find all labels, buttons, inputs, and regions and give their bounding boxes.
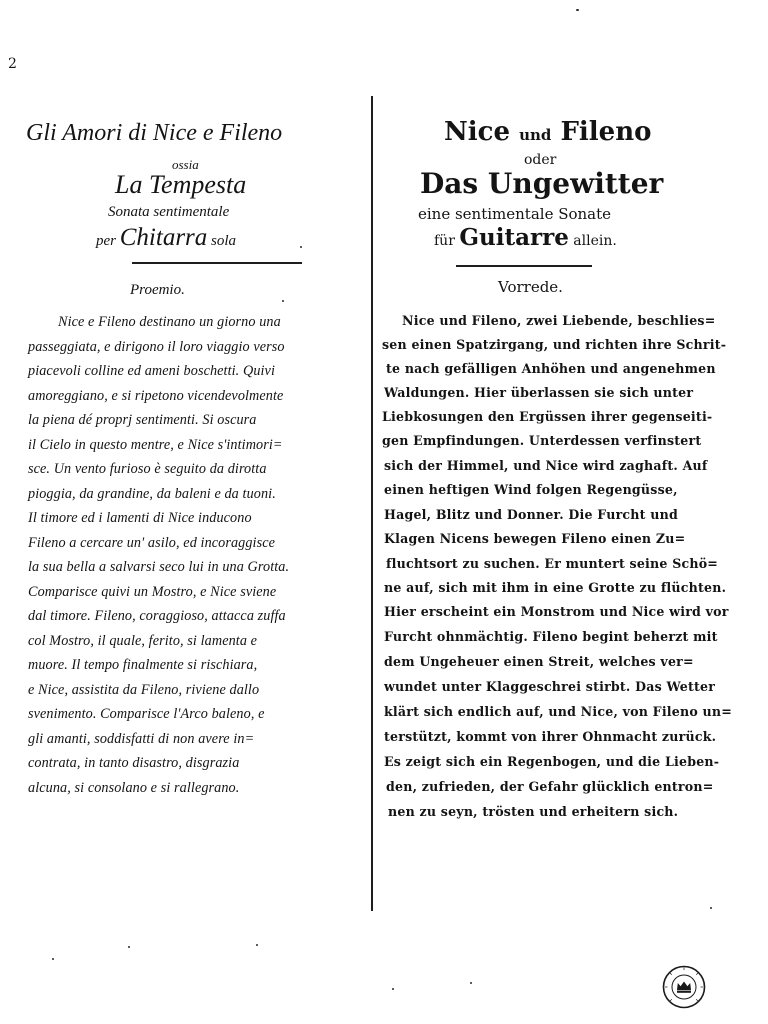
- german-sonata-line: eine sentimentale Sonate: [418, 205, 612, 223]
- german-line: gen Empfindungen. Unterdessen verfinstert: [382, 433, 702, 448]
- german-line: Hagel, Blitz und Donner. Die Furcht und: [384, 507, 678, 522]
- german-title-nice: Nice: [444, 117, 511, 147]
- german-line: te nach gefälligen Anhöhen und angenehmen: [386, 361, 716, 376]
- german-line: sich der Himmel, und Nice wird zaghaft. Auf: [384, 458, 708, 473]
- german-line: sen einen Spatzirgang, und richten ihre Schrit-: [382, 337, 727, 352]
- italian-line: passeggiata, e dirigono il loro viaggio verso: [28, 339, 285, 355]
- paper-speck: [128, 946, 130, 948]
- italian-line: sce. Un vento furioso è seguito da dirotta: [28, 461, 267, 477]
- german-line: klärt sich endlich auf, und Nice, von Fileno un=: [384, 704, 733, 719]
- italian-title-rule: [132, 262, 302, 264]
- german-line: dem Ungeheuer einen Streit, welches ver=: [384, 654, 694, 669]
- italian-line: la piena dé proprj sentimenti. Si oscura: [28, 412, 257, 428]
- german-heading: Vorrede.: [498, 278, 563, 296]
- italian-line: il Cielo in questo mentre, e Nice s'intimori=: [28, 437, 283, 453]
- italian-line: gli amanti, soddisfatti di non avere in=: [28, 731, 255, 747]
- paper-speck: [256, 944, 258, 946]
- german-line: Waldungen. Hier überlassen sie sich unter: [384, 385, 694, 400]
- german-line: einen heftigen Wind folgen Regengüsse,: [384, 482, 678, 497]
- german-line: Liebkosungen den Ergüssen ihrer gegenseiti-: [382, 409, 713, 424]
- italian-line: piacevoli colline ed ameni boschetti. Quivi: [28, 363, 275, 379]
- german-line: Nice und Fileno, zwei Liebende, beschlies=: [402, 313, 716, 328]
- italian-instrument: Chitarra: [119, 224, 208, 251]
- german-title-und: und: [519, 126, 552, 144]
- german-title-fileno: Fileno: [560, 117, 652, 147]
- german-line: nen zu seyn, trösten und erheitern sich.: [388, 804, 679, 819]
- german-instrument-line: [434, 224, 617, 251]
- paper-speck: [392, 988, 394, 990]
- italian-sola: sola: [211, 233, 237, 249]
- paper-speck: [52, 958, 54, 960]
- italian-line: la sua bella a salvarsi seco lui in una Grotta.: [28, 559, 290, 575]
- italian-subtitle: La Tempesta: [115, 170, 247, 199]
- german-line: Klagen Nicens bewegen Fileno einen Zu=: [384, 531, 686, 546]
- german-line: Hier erscheint ein Monstrom und Nice wird vor: [384, 604, 729, 619]
- paper-speck: [710, 907, 712, 909]
- italian-line: dal timore. Fileno, coraggioso, attacca zuffa: [28, 608, 286, 624]
- paper-speck: [576, 9, 579, 11]
- italian-line: alcuna, si consolano e si rallegrano.: [28, 780, 240, 796]
- italian-line: pioggia, da grandine, da baleni e da tuoni.: [28, 486, 276, 502]
- german-instrument: Guitarre: [459, 224, 569, 251]
- italian-line: contrata, in tanto disastro, disgrazia: [28, 755, 240, 771]
- italian-line: Nice e Fileno destinano un giorno una: [58, 314, 281, 330]
- german-line: ne auf, sich mit ihm in eine Grotte zu flüchten.: [384, 580, 727, 595]
- german-title: [444, 117, 651, 147]
- german-line: wundet unter Klaggeschrei stirbt. Das Wetter: [384, 679, 716, 694]
- italian-ossia: ossia: [172, 157, 199, 172]
- german-oder: oder: [524, 152, 557, 168]
- italian-line: Comparisce quivi un Mostro, e Nice sviene: [28, 584, 277, 600]
- german-line: Furcht ohnmächtig. Fileno begint beherzt mit: [384, 629, 718, 644]
- italian-line: svenimento. Comparisce l'Arco baleno, e: [28, 706, 265, 722]
- italian-per: per: [96, 233, 116, 249]
- crown-seal-icon: [662, 965, 706, 1009]
- italian-heading: Proemio.: [130, 282, 185, 298]
- italian-line: amoreggiano, e si ripetono vicendevolmente: [28, 388, 284, 404]
- paper-speck: [470, 982, 472, 984]
- paper-speck: [300, 246, 302, 248]
- italian-title: Gli Amori di Nice e Fileno: [26, 120, 283, 146]
- german-line: fluchtsort zu suchen. Er muntert seine Schö=: [386, 556, 719, 571]
- italian-line: Fileno a cercare un' asilo, ed incoraggisce: [28, 535, 276, 551]
- italian-line: Il timore ed i lamenti di Nice inducono: [28, 510, 252, 526]
- page-number: 2: [8, 56, 17, 72]
- german-allein: allein.: [573, 233, 617, 249]
- italian-line: e Nice, assistita da Fileno, riviene dallo: [28, 682, 260, 698]
- column-divider: [371, 96, 373, 911]
- german-fur: für: [434, 233, 455, 249]
- italian-instrument-line: [96, 224, 236, 252]
- german-line: terstützt, kommt von ihrer Ohnmacht zurück.: [384, 729, 717, 744]
- german-line: Es zeigt sich ein Regenbogen, und die Lieben-: [384, 754, 720, 769]
- italian-line: muore. Il tempo finalmente si rischiara,: [28, 657, 258, 673]
- italian-line: col Mostro, il quale, ferito, si lamenta e: [28, 633, 258, 649]
- german-title-rule: [456, 265, 592, 267]
- german-line: den, zufrieden, der Gefahr glücklich entron=: [386, 779, 714, 794]
- italian-sonata-line: Sonata sentimentale: [108, 204, 230, 220]
- german-subtitle: Das Ungewitter: [420, 167, 664, 200]
- paper-speck: [282, 300, 284, 302]
